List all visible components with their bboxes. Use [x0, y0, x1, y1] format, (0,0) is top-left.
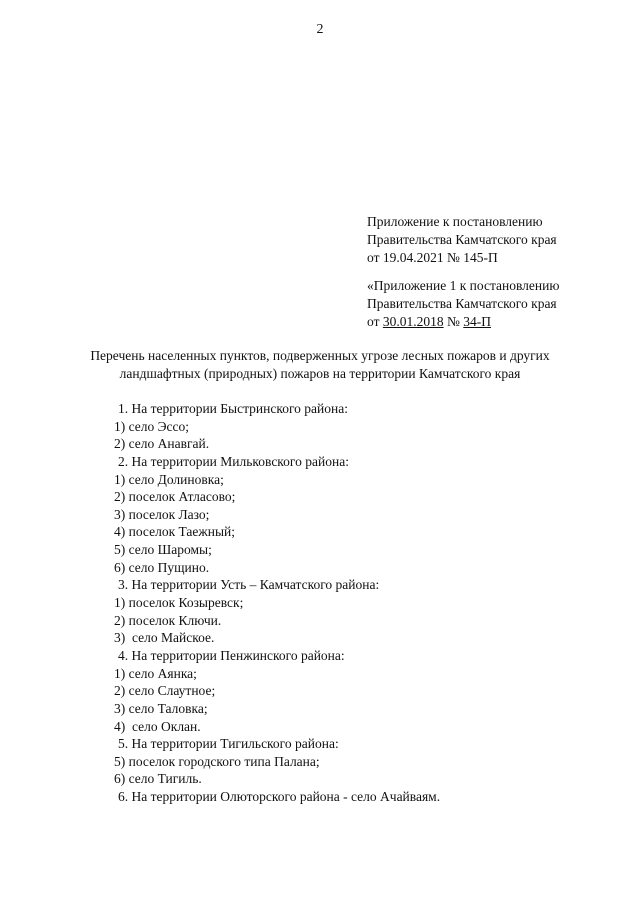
decree-number: 34-П [463, 314, 491, 329]
appendix-line: Приложение к постановлению [367, 214, 543, 229]
settlement-item: 1) село Аянка; [114, 665, 197, 681]
district-heading: 1. На территории Быстринского района: [118, 401, 348, 416]
number-sign: № [443, 314, 464, 329]
settlement-item: 6) село Тигиль. [114, 771, 202, 787]
settlement-item: 1) село Эссо; [114, 418, 190, 434]
settlement-item: 3) село Майское. [114, 630, 215, 646]
page-number: 2 [316, 22, 324, 37]
settlement-list [114, 400, 440, 806]
district-heading: 6. На территории Олюторского района - село Ачайваям. [118, 789, 441, 805]
settlement-item: 4) поселок Таежный; [114, 524, 235, 540]
settlement-item: 2) поселок Атласово; [114, 489, 236, 505]
settlement-item: 3) поселок Лазо; [114, 506, 210, 522]
original-appendix-date-line [367, 313, 559, 331]
title-line: Перечень населенных пунктов, подверженных угрозе лесных пожаров и других [90, 348, 550, 363]
appendix-header [367, 213, 557, 267]
settlement-item: 2) село Анавгай. [114, 436, 210, 452]
original-appendix-line: Правительства Камчатского края [367, 296, 557, 311]
settlement-item: 4) село Оклан. [114, 718, 201, 734]
settlement-item: 3) село Таловка; [114, 700, 208, 716]
date-prefix: от [367, 314, 383, 329]
settlement-item: 1) село Долиновка; [114, 471, 224, 487]
district-heading: 5. На территории Тигильского района: [118, 736, 339, 752]
decree-date: 30.01.2018 [382, 314, 444, 329]
appendix-line: от 19.04.2021 № 145-П [367, 250, 498, 265]
settlement-item: 6) село Пущино. [114, 559, 210, 575]
district-heading: 3. На территории Усть – Камчатского района: [118, 577, 380, 593]
settlement-item: 1) поселок Козыревск; [114, 595, 244, 611]
district-heading: 4. На территории Пенжинского района: [118, 647, 345, 663]
original-appendix-header [367, 277, 559, 331]
settlement-item: 5) село Шаромы; [114, 542, 212, 558]
district-heading: 2. На территории Мильковского района: [118, 453, 349, 469]
settlement-item: 2) село Слаутное; [114, 683, 216, 699]
original-appendix-line: «Приложение 1 к постановлению [367, 278, 560, 293]
settlement-item: 5) поселок городского типа Палана; [114, 753, 320, 769]
document-title [20, 347, 620, 383]
appendix-line: Правительства Камчатского края [367, 232, 557, 247]
title-line: ландшафтных (природных) пожаров на территории Камчатского края [119, 366, 521, 381]
settlement-item: 2) поселок Ключи. [114, 612, 222, 628]
